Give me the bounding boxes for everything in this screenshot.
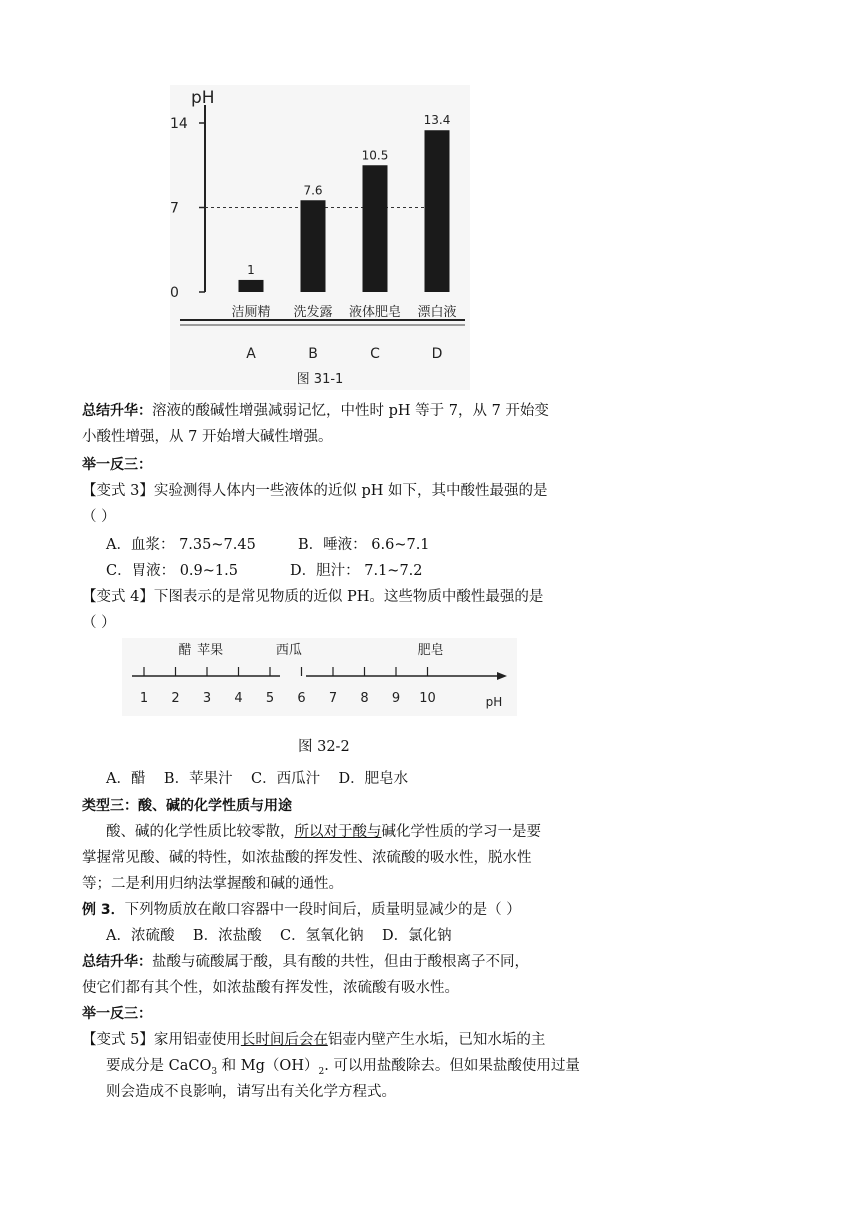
- y-axis-label: pH: [191, 88, 215, 108]
- bar: [239, 280, 264, 292]
- variant-3-question: 【变式 3】实验测得人体内一些液体的近似 pH 如下，其中酸性最强的是: [82, 483, 548, 499]
- bar-value-label: 7.6: [303, 183, 323, 198]
- variant-4-question: 【变式 4】下图表示的是常见物质的近似 PH。这些物质中酸性最强的是: [82, 589, 544, 605]
- scale-tick-label: 5: [265, 691, 275, 706]
- variant-3-option-c: C．胃液： 0.9~1.5: [106, 563, 238, 579]
- scale-tick-label: 6: [297, 691, 306, 706]
- category-letter: D: [431, 346, 443, 362]
- variant-3-tag: 【变式 3】: [82, 483, 154, 499]
- y-tick-label: 0: [170, 285, 179, 301]
- category-label: 洗发露: [293, 305, 333, 320]
- y-tick-label: 14: [170, 116, 188, 132]
- summary-2-line-2: 使它们都有其个性，如浓盐酸有挥发性，浓硫酸有吸水性。: [82, 980, 459, 996]
- summary-1-heading: 总结升华：: [82, 403, 152, 419]
- scale-substance-label: 西瓜: [275, 643, 302, 658]
- bar: [301, 200, 326, 292]
- variant-4-options: A．醋 B．苹果汁 C．西瓜汁 D．肥皂水: [106, 771, 409, 787]
- variant-5-line-2: 要成分是 CaCO$_3$ 和 $Mg(OH)_2$. 可以用盐酸除去。但如果盐酸使用过量: [106, 1058, 580, 1077]
- category-label: 洁厕精: [231, 305, 271, 320]
- bar-value-label: 1: [247, 262, 255, 277]
- practice-heading-2: 举一反三：: [82, 1006, 152, 1022]
- summary-2-line-1: 总结升华：盐酸与硫酸属于酸，具有酸的共性，但由于酸根离子不同，: [82, 954, 529, 970]
- variant-4-answer-blank: （ ）: [82, 615, 116, 631]
- variant-3-option-b: B．唾液： 6.6~7.1: [298, 537, 430, 553]
- example-3-options: A．浓硫酸 B．浓盐酸 C．氢氧化钠 D．氯化钠: [106, 928, 452, 944]
- y-tick-label: 7: [170, 200, 179, 217]
- scale-tick-label: 3: [202, 691, 212, 706]
- category-label: 液体肥皂: [348, 305, 402, 320]
- summary-1-line-2: 小酸性增强，从 7 开始增大碱性增强。: [82, 429, 333, 445]
- example-3-heading: 例 3．: [82, 902, 125, 918]
- variant-3-option-a: A．血浆： 7.35~7.45: [106, 537, 256, 553]
- figure-caption-32-2: 图 32-2: [298, 739, 350, 755]
- scale-tick-label: 7: [328, 691, 338, 706]
- scale-substance-label: 醋: [178, 643, 192, 658]
- summary-1-line-1: 总结升华：溶液的酸碱性增强减弱记忆，中性时 pH 等于 7，从 7 开始变: [82, 403, 549, 419]
- chart-caption: 图 31-1: [296, 372, 344, 387]
- ph-bar-chart: [170, 85, 470, 390]
- scale-tick-label: 9: [391, 691, 401, 706]
- scale-substance-label: 肥皂: [417, 643, 444, 658]
- bar-value-label: 13.4: [423, 113, 451, 128]
- bar-value-label: 10.5: [361, 148, 389, 163]
- variant-3-answer-blank: （ ）: [82, 509, 116, 525]
- paragraph-1-line-3: 等；二是利用归纳法掌握酸和碱的通性。: [82, 876, 343, 892]
- variant-5-line-1: 【变式 5】家用铝壶使用长时间后会在铝壶内壁产生水垢，已知水垢的主: [82, 1032, 546, 1048]
- scale-tick-label: 10: [419, 691, 436, 706]
- scale-tick-label: 4: [234, 691, 243, 706]
- category-letter: B: [308, 346, 318, 362]
- scale-substance-label: 苹果: [197, 643, 224, 658]
- category-letter: A: [246, 346, 256, 362]
- scale-unit-label: pH: [485, 695, 503, 709]
- variant-3-option-d: D．胆汁： 7.1~7.2: [290, 563, 423, 579]
- type-3-title: 类型三：酸、碱的化学性质与用途: [82, 798, 292, 814]
- paragraph-1-line-2: 掌握常见酸、碱的特性，如浓盐酸的挥发性、浓硫酸的吸水性，脱水性: [82, 850, 532, 866]
- practice-heading-1: 举一反三：: [82, 457, 152, 473]
- bar: [425, 130, 450, 292]
- category-letter: C: [370, 346, 380, 362]
- scale-tick-label: 8: [360, 691, 369, 706]
- variant-5-tag: 【变式 5】: [82, 1032, 154, 1048]
- summary-2-heading: 总结升华：: [82, 954, 152, 970]
- variant-5-line-3: 则会造成不良影响，请写出有关化学方程式。: [106, 1084, 396, 1100]
- scale-tick-label: 1: [139, 691, 149, 706]
- example-3-question: 例 3．下列物质放在敞口容器中一段时间后，质量明显减少的是（ ）: [82, 902, 521, 918]
- ph-scale-figure: [122, 638, 517, 716]
- paragraph-1-line-1: 酸、碱的化学性质比较零散，所以对于酸与碱化学性质的学习一是要: [106, 824, 541, 840]
- variant-4-tag: 【变式 4】: [82, 589, 154, 605]
- scale-tick-label: 2: [171, 691, 180, 706]
- bar: [363, 165, 388, 292]
- category-label: 漂白液: [417, 305, 457, 320]
